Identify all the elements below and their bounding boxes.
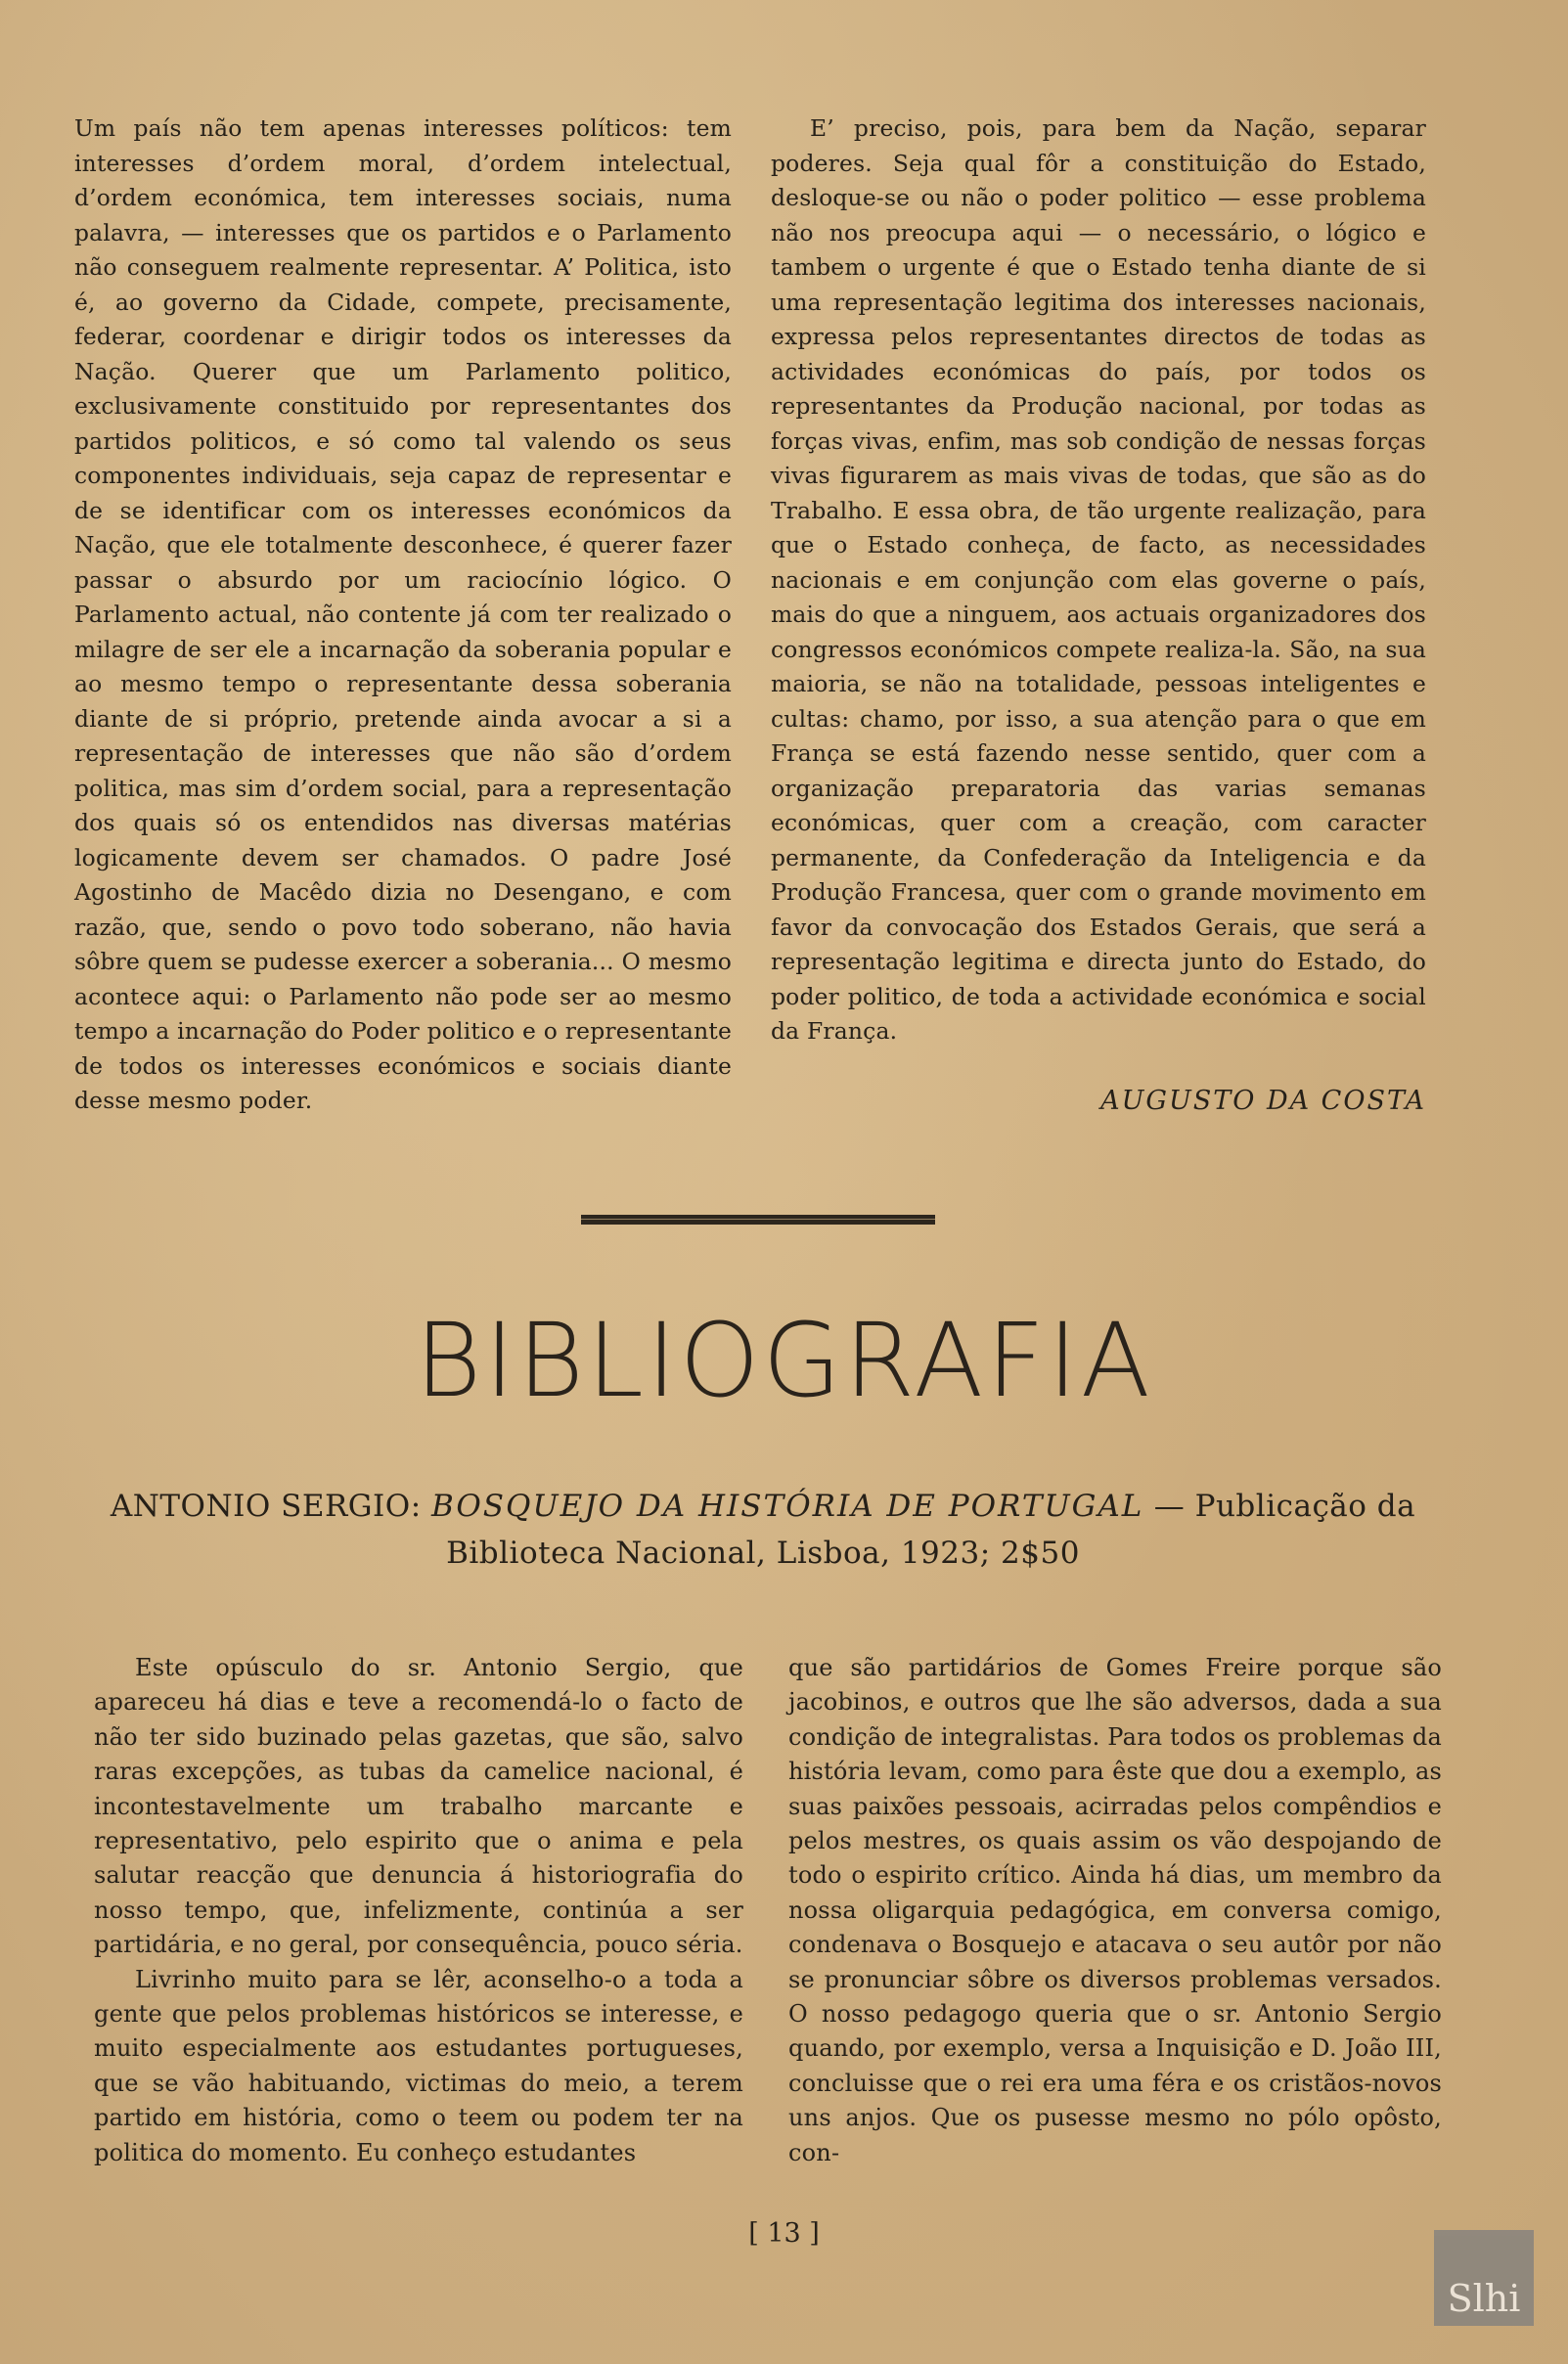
section-divider xyxy=(581,1215,935,1225)
page-number: [ 13 ] xyxy=(748,2218,820,2249)
article-left-column xyxy=(74,112,732,1119)
review-right-text: que são partidários de Gomes Freire porque são jacobinos, e outros que lhe são adversos, dada a sua condição de integralistas. Para todos os problemas da história levam, como para êste que dou a exemplo, as suas paixões pessoais, acirradas pelos compêndios e pelos mestres, os quais assim os vão despojando de todo o espirito crítico. Ainda há dias, um membro da nossa oligarquia pedagógica, em conversa comigo, condenava o Bosquejo e atacava o seu autôr por não se pronunciar sôbre os diversos problemas versados. O nosso pedagogo queria que o sr. Antonio Sergio quando, por exemplo, versa a Inquisição e D. João III, concluisse que o rei era uma féra e os cristãos-novos uns anjos. Que os pusesse mesmo no pólo opôsto, con- xyxy=(788,1654,1442,2166)
review-left-column xyxy=(94,1651,743,2170)
article-right-column xyxy=(771,112,1426,1049)
section-title: BIBLIOGRAFIA xyxy=(415,1301,1153,1420)
book-publication: Publicação da Biblioteca Nacional, Lisboa, 1923; 2$50 xyxy=(446,1489,1416,1571)
book-author: ANTONIO SERGIO: xyxy=(110,1489,422,1524)
book-heading xyxy=(88,1483,1438,1577)
book-title: BOSQUEJO DA HISTÓRIA DE PORTUGAL xyxy=(431,1489,1144,1524)
review-right-column xyxy=(788,1651,1442,2170)
article-signature: AUGUSTO DA COSTA xyxy=(1100,1086,1426,1116)
library-stamp: Slhi xyxy=(1434,2230,1534,2326)
article-right-text: E’ preciso, pois, para bem da Nação, separar poderes. Seja qual fôr a constituição do Estado, desloque-se ou não o poder politico — esse problema não nos preocupa aqui — o necessário, o lógico e tambem o urgente é que o Estado tenha diante de si uma representação legitima dos interesses nacionais, expressa pelos representantes directos de todas as actividades económicas do país, por todos os representantes da Produção nacional, por todas as forças vivas, enfim, mas sob condição de nessas forças vivas figurarem as mais vivas de todas, que são as do Trabalho. E essa obra, de tão urgente realização, para que o Estado conheça, de facto, as necessidades nacionais e em conjunção com elas governe o país, mais do que a ninguem, aos actuais organizadores dos congressos económicos compete realiza-la. São, na sua maioria, se não na totalidade, pessoas inteligentes e cultas: chamo, por isso, a sua atenção para o que em França se está fazendo nesse sentido, quer com a organização preparatoria das varias semanas económicas, quer com a creação, com caracter permanente, da Confederação da Inteligencia e da Produção Francesa, quer com o grande movimento em favor da convocação dos Estados Gerais, que será a representação legitima e directa junto do Estado, do poder politico, de toda a actividade económica e social da França. xyxy=(771,114,1426,1045)
review-paragraph: Este opúsculo do sr. Antonio Sergio, que apareceu há dias e teve a recomendá-lo o facto de não ter sido buzinado pelas gazetas, que são, salvo raras excepções, as tubas da camelice nacional, é incontestavelmente um trabalho marcante e representativo, pelo espirito que o anima e pela salutar reacção que denuncia á historiografia do nosso tempo, que, infelizmente, continúa a ser partidária, e no geral, por consequência, pouco séria. xyxy=(94,1654,743,1959)
article-left-text: Um país não tem apenas interesses políticos: tem interesses d’ordem moral, d’ordem intelectual, d’ordem económica, tem interesses sociais, numa palavra, — interesses que os partidos e o Parlamento não conseguem realmente representar. A’ Politica, isto é, ao governo da Cidade, compete, precisamente, federar, coordenar e dirigir todos os interesses da Nação. Querer que um Parlamento politico, exclusivamente constituido por representantes dos partidos politicos, e só como tal valendo os seus componentes individuais, seja capaz de representar e de se identificar com os interesses económicos da Nação, que ele totalmente desconhece, é querer fazer passar o absurdo por um raciocínio lógico. O Parlamento actual, não contente já com ter realizado o milagre de ser ele a incarnação da soberania popular e ao mesmo tempo o representante dessa soberania diante de si próprio, pretende ainda avocar a si a representação de interesses que não são d’ordem politica, mas sim d’ordem social, para a representação dos quais só os entendidos nas diversas matérias logicamente devem ser chamados. O padre José Agostinho de Macêdo dizia no Desengano, e com razão, que, sendo o povo todo soberano, não havia sôbre quem se pudesse exercer a soberania... O mesmo acontece aqui: o Parlamento não pode ser ao mesmo tempo a incarnação do Poder politico e o representante de todos os interesses económicos e sociais diante desse mesmo poder. xyxy=(74,114,732,1114)
heading-dash: — xyxy=(1153,1489,1186,1524)
review-paragraph: Livrinho muito para se lêr, aconselho-o a toda a gente que pelos problemas históricos se interesse, e muito especialmente aos estudantes portugueses, que se vão habituando, victimas do meio, a terem partido em história, como o teem ou podem ter na politica do momento. Eu conheço estudantes xyxy=(94,1965,743,2166)
